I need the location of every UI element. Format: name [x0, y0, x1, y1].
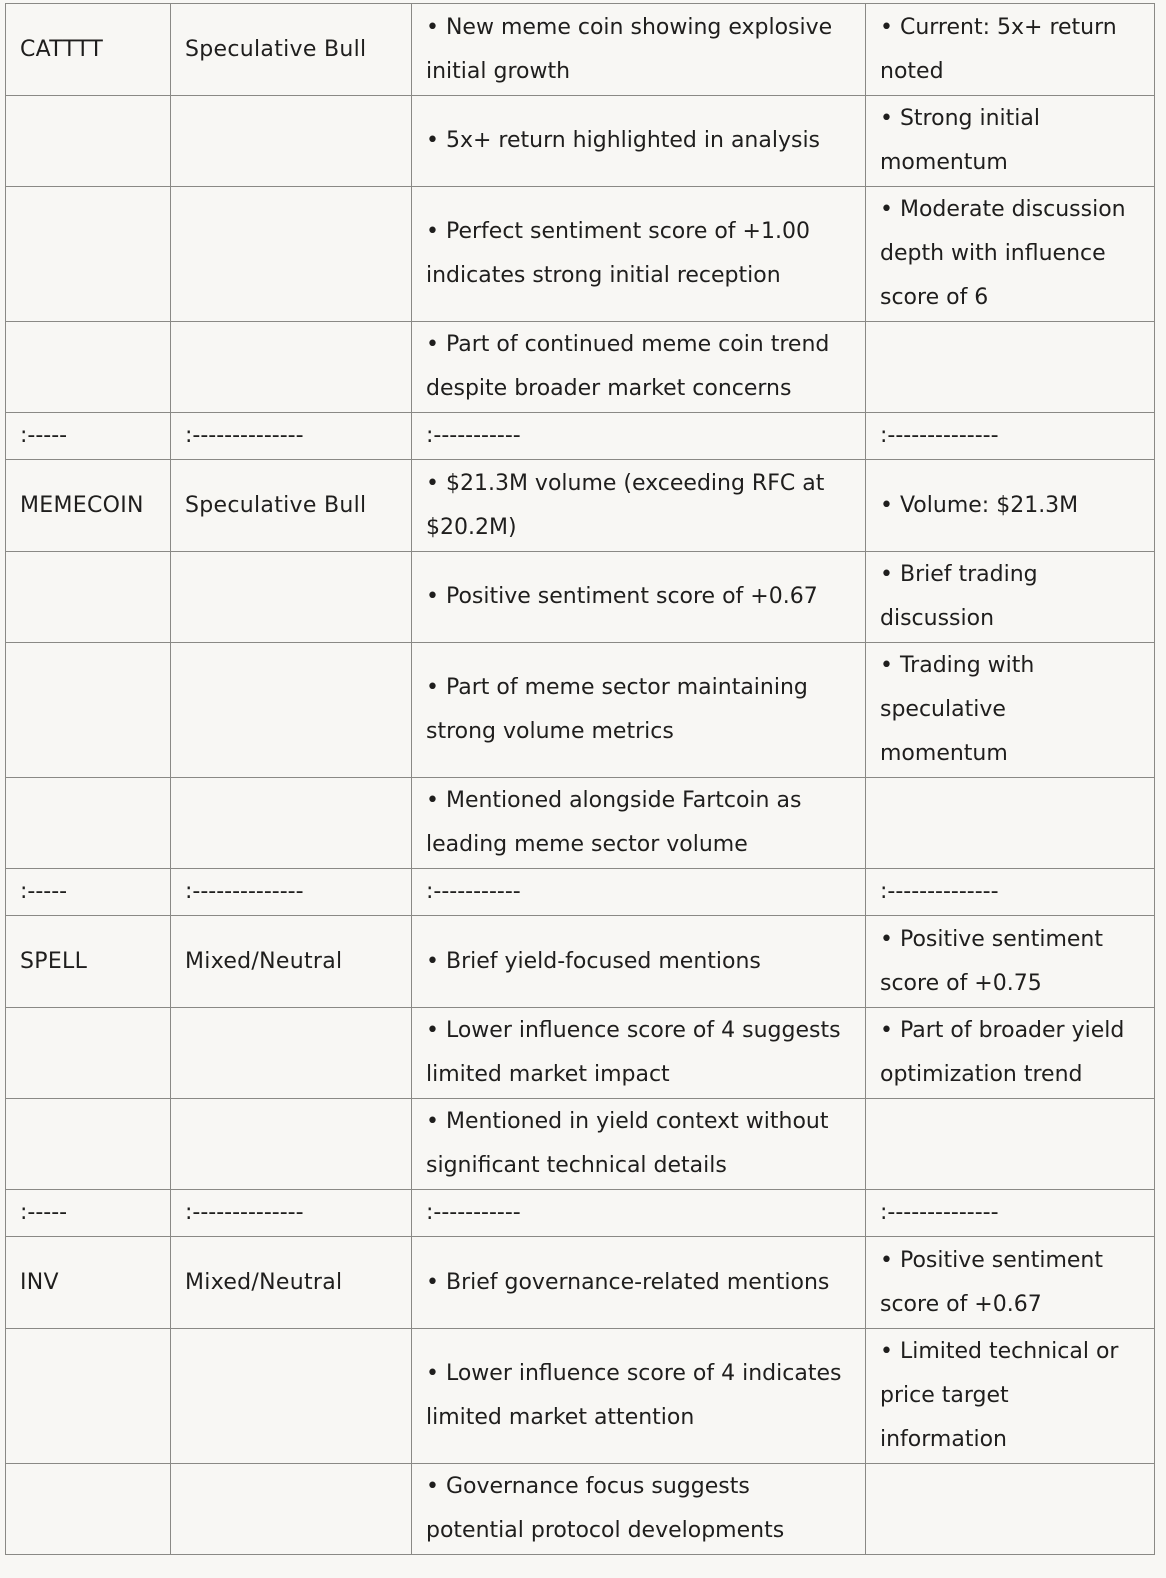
metric-cell: • Positive sentiment score of +0.67 [866, 1237, 1155, 1329]
metric-cell [866, 322, 1155, 413]
table-row [6, 460, 1155, 552]
table-row [6, 1329, 1155, 1464]
symbol-cell [6, 552, 171, 643]
symbol-cell [6, 643, 171, 778]
table-row [6, 1237, 1155, 1329]
symbol-cell [6, 1329, 171, 1464]
metric-cell: • Volume: $21.3M [866, 460, 1155, 552]
point-cell: • 5x+ return highlighted in analysis [412, 96, 866, 187]
category-cell [171, 552, 412, 643]
metric-cell: :-------------- [866, 869, 1155, 916]
metric-cell [866, 778, 1155, 869]
metric-cell: • Current: 5x+ return noted [866, 4, 1155, 96]
point-cell: • Lower influence score of 4 suggests limited market impact [412, 1008, 866, 1099]
symbol-cell [6, 1464, 171, 1555]
table-row [6, 1099, 1155, 1190]
point-cell: • Part of meme sector maintaining strong volume metrics [412, 643, 866, 778]
table-row [6, 643, 1155, 778]
separator-row [6, 1190, 1155, 1237]
category-cell: :-------------- [171, 413, 412, 460]
table-row [6, 552, 1155, 643]
metric-cell: • Positive sentiment score of +0.75 [866, 916, 1155, 1008]
symbol-cell: SPELL [6, 916, 171, 1008]
category-cell: Mixed/Neutral [171, 1237, 412, 1329]
metric-cell [866, 1099, 1155, 1190]
symbol-cell [6, 96, 171, 187]
category-cell [171, 1464, 412, 1555]
token-analysis-table [5, 3, 1155, 1555]
metric-cell: • Moderate discussion depth with influence score of 6 [866, 187, 1155, 322]
separator-row [6, 869, 1155, 916]
symbol-cell: INV [6, 1237, 171, 1329]
category-cell: Mixed/Neutral [171, 916, 412, 1008]
symbol-cell [6, 187, 171, 322]
metric-cell: • Trading with speculative momentum [866, 643, 1155, 778]
category-cell: :-------------- [171, 1190, 412, 1237]
symbol-cell [6, 322, 171, 413]
point-cell: • Lower influence score of 4 indicates limited market attention [412, 1329, 866, 1464]
category-cell [171, 322, 412, 413]
point-cell: • New meme coin showing explosive initial growth [412, 4, 866, 96]
table-row [6, 96, 1155, 187]
symbol-cell [6, 1099, 171, 1190]
point-cell: • Mentioned in yield context without significant technical details [412, 1099, 866, 1190]
table-row [6, 778, 1155, 869]
analysis-table-container [5, 3, 1154, 1555]
table-body [6, 4, 1155, 1555]
category-cell [171, 643, 412, 778]
category-cell: :-------------- [171, 869, 412, 916]
point-cell: :----------- [412, 869, 866, 916]
table-row [6, 916, 1155, 1008]
point-cell: • Governance focus suggests potential protocol developments [412, 1464, 866, 1555]
table-row [6, 322, 1155, 413]
category-cell [171, 778, 412, 869]
metric-cell: • Strong initial momentum [866, 96, 1155, 187]
table-row [6, 4, 1155, 96]
category-cell [171, 1099, 412, 1190]
metric-cell [866, 1464, 1155, 1555]
category-cell: Speculative Bull [171, 4, 412, 96]
table-row [6, 1008, 1155, 1099]
table-row [6, 1464, 1155, 1555]
category-cell [171, 187, 412, 322]
category-cell: Speculative Bull [171, 460, 412, 552]
point-cell: :----------- [412, 413, 866, 460]
point-cell: • Positive sentiment score of +0.67 [412, 552, 866, 643]
metric-cell: :-------------- [866, 413, 1155, 460]
point-cell: • Perfect sentiment score of +1.00 indicates strong initial reception [412, 187, 866, 322]
category-cell [171, 1329, 412, 1464]
symbol-cell: :----- [6, 869, 171, 916]
table-row [6, 187, 1155, 322]
symbol-cell: CATTTT [6, 4, 171, 96]
point-cell: • Part of continued meme coin trend despite broader market concerns [412, 322, 866, 413]
category-cell [171, 96, 412, 187]
symbol-cell [6, 778, 171, 869]
symbol-cell: :----- [6, 1190, 171, 1237]
symbol-cell: :----- [6, 413, 171, 460]
metric-cell: • Part of broader yield optimization trend [866, 1008, 1155, 1099]
point-cell: :----------- [412, 1190, 866, 1237]
separator-row [6, 413, 1155, 460]
symbol-cell [6, 1008, 171, 1099]
point-cell: • Brief governance-related mentions [412, 1237, 866, 1329]
metric-cell: • Limited technical or price target information [866, 1329, 1155, 1464]
point-cell: • Mentioned alongside Fartcoin as leading meme sector volume [412, 778, 866, 869]
metric-cell: • Brief trading discussion [866, 552, 1155, 643]
symbol-cell: MEMECOIN [6, 460, 171, 552]
point-cell: • $21.3M volume (exceeding RFC at $20.2M) [412, 460, 866, 552]
point-cell: • Brief yield-focused mentions [412, 916, 866, 1008]
category-cell [171, 1008, 412, 1099]
metric-cell: :-------------- [866, 1190, 1155, 1237]
